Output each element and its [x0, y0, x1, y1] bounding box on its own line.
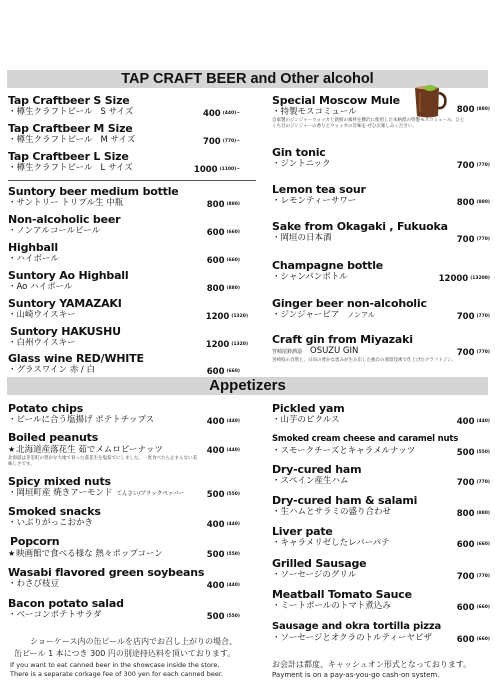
menu-item-dry-cured-ham	[272, 463, 490, 489]
recommended-star-icon: ★	[8, 445, 16, 454]
menu-item-hakushu	[8, 325, 260, 351]
item-price	[206, 311, 248, 323]
item-name-jp-text: ・樽生クラフトビール	[8, 107, 93, 117]
price-value: 400	[206, 446, 225, 456]
item-name-jp: ・生ハムとサラミの盛り合わせ	[272, 507, 392, 517]
menu-item-spicy-nuts	[8, 475, 260, 501]
item-name-jp: ・山芋のピクルス	[272, 415, 340, 425]
recommended-star-icon: ★	[8, 549, 16, 558]
item-name-en: Suntory HAKUSHU	[10, 325, 121, 338]
price-value: 800	[456, 509, 475, 519]
item-name-jp: ・いぶりがっこおかき	[8, 518, 94, 528]
item-name-en: Smoked snacks	[8, 505, 101, 518]
menu-item-champagne	[272, 259, 490, 285]
price-tax-included: (770)	[476, 237, 490, 242]
footer-payment-jp: お会計は都度、キャッシュオン形式となっております。	[272, 660, 472, 669]
menu-item-gin-tonic	[272, 146, 490, 172]
price-value: 700	[202, 137, 221, 147]
menu-item-meatball	[272, 588, 490, 614]
item-name-jp: ・ソーセージとオクラのトルティーヤピザ	[272, 633, 432, 643]
price-value: 500	[206, 550, 225, 560]
item-price	[207, 519, 240, 531]
item-price	[206, 339, 248, 351]
item-name-jp: ・ベーコンポテトサラダ	[8, 610, 102, 620]
item-name-jp-text: ・樽生クラフトビール	[8, 163, 93, 173]
footer-payment-en: Payment is on a pay-as-you-go cash-on system.	[272, 671, 440, 679]
item-price	[457, 571, 490, 583]
size-label: S サイズ	[100, 107, 134, 117]
menu-item-grilled-sausage	[272, 557, 490, 583]
appetizers-left-column	[8, 400, 260, 625]
item-name-en: Wasabi flavored green soybeans	[8, 566, 205, 579]
price-value: 600	[456, 603, 475, 613]
item-name-en: Tap Craftbeer S Size	[8, 94, 130, 107]
menu-item-okagaki-sake	[272, 220, 490, 246]
price-value: 700	[456, 478, 475, 488]
menu-item-tap-l	[8, 150, 260, 176]
gin-brand: OSUZU GIN	[310, 346, 359, 356]
price-tax-included: (440)	[226, 522, 240, 527]
item-price	[207, 549, 240, 561]
menu-item-ham-salami	[272, 494, 490, 520]
item-name-en: Spicy mixed nuts	[8, 475, 111, 488]
price-value: 400	[456, 417, 475, 427]
item-price	[207, 227, 240, 239]
item-name-jp: ・ハイボール	[8, 254, 59, 264]
item-price	[457, 234, 490, 246]
item-name-jp: ・スペイン産生ハム	[272, 476, 349, 486]
item-name-en: Special Moscow Mule	[272, 94, 400, 107]
item-price	[457, 447, 490, 459]
menu-item-non-alcoholic-beer	[8, 213, 260, 239]
price-tax-included: (660)	[476, 637, 490, 642]
price-tax-included: (660)	[476, 542, 490, 547]
item-name-jp-text: 北海道産落花生 茹でメムロピーナッツ	[16, 445, 163, 455]
price-tax-included: (440)	[226, 448, 240, 453]
item-name-jp: ・岡垣の日本酒	[272, 233, 332, 243]
item-name-en: Potato chips	[8, 402, 84, 415]
price-tax-included: (880)	[226, 286, 240, 291]
item-name-en: Grilled Sausage	[272, 557, 367, 570]
item-price	[457, 160, 490, 172]
menu-item-lemon-tea-sour	[272, 183, 490, 209]
menu-item-glass-wine	[8, 352, 260, 378]
item-price	[457, 197, 490, 209]
item-name-en: Gin tonic	[272, 146, 326, 159]
price-value: 1200	[205, 340, 230, 350]
item-name-en: Boiled peanuts	[8, 431, 99, 444]
item-price	[207, 580, 240, 592]
item-description: 自家製のジンジャーウォッカと新鮮の素材を贅沢に使用した本格派の特製モスコミュール。ひとくち目のジンジャーの香りとウォッカの旨味を ぜひお楽しみください。	[272, 118, 465, 129]
price-value: 400	[202, 109, 221, 119]
item-name-jp-text: ・ジンジャービア	[272, 310, 340, 320]
menu-item-yamazaki	[8, 297, 260, 323]
item-name-en: Tap Craftbeer L Size	[8, 150, 129, 163]
item-name-en: Smoked cream cheese and caramel nuts	[272, 434, 459, 444]
menu-item-ao-highball	[8, 269, 260, 295]
price-tax-included: (770)	[476, 314, 490, 319]
footer-corkage-en-1: If you want to eat canned beer in the showcase inside the store,	[10, 661, 220, 669]
menu-item-pickled-yam	[272, 402, 490, 428]
item-name-jp-text: 映画館で食べる様な 熱々ポップコーン	[16, 549, 163, 559]
price-value: 400	[206, 581, 225, 591]
price-tax-included: (660)	[226, 258, 240, 263]
price-tax-included: (550)	[226, 614, 240, 619]
price-tax-included: (1320)	[231, 342, 248, 347]
price-value: 500	[206, 612, 225, 622]
item-name-jp: ・Ao ハイボール	[8, 282, 73, 292]
price-value: 12000	[438, 274, 469, 284]
price-value: 600	[206, 256, 225, 266]
item-price	[207, 489, 240, 501]
item-name-en: Champagne bottle	[272, 259, 384, 272]
price-value: 700	[456, 235, 475, 245]
menu-item-craft-gin	[272, 333, 490, 373]
price-tax-included: (550)	[226, 492, 240, 497]
item-name-en: Dry-cured ham & salami	[272, 494, 418, 507]
menu-item-smoked-snacks	[8, 505, 260, 531]
item-price	[207, 199, 240, 211]
item-name-en: Suntory Ao Highball	[8, 269, 129, 282]
price-tax-included: (550)	[226, 552, 240, 557]
item-price	[203, 108, 240, 120]
price-tax-included: (550)	[476, 450, 490, 455]
price-value: 600	[206, 228, 225, 238]
price-tax-included: (770)	[476, 574, 490, 579]
item-price	[207, 445, 240, 457]
item-name-jp: ・わさび枝豆	[8, 579, 60, 589]
menu-item-ginger-beer	[272, 297, 490, 323]
menu-item-tap-m	[8, 122, 260, 148]
price-value: 400	[206, 520, 225, 530]
item-name-jp: ・サントリー トリプル生 中瓶	[8, 198, 124, 208]
drinks-left-column	[8, 92, 260, 377]
price-value: 700	[456, 348, 475, 358]
item-name-en: Bacon potato salad	[8, 597, 124, 610]
price-tax-included: (770)	[476, 480, 490, 485]
price-tax-included: (440)~	[222, 111, 240, 116]
price-tax-included: (770)	[476, 163, 490, 168]
item-price	[207, 416, 240, 428]
item-name-en: Liver pate	[272, 525, 333, 538]
menu-item-bacon-potato-salad	[8, 597, 260, 623]
price-tax-included: (880)	[476, 200, 490, 205]
item-description: 宮崎県の自然と、日向の豊かな恵みが生み出した独自の蒸留技術で仕上げたクラフトジン。	[272, 358, 457, 363]
price-value: 800	[206, 284, 225, 294]
item-name-jp: ・グラスワイン 赤 / 白	[8, 365, 95, 375]
appetizers-right-column	[272, 400, 490, 650]
item-price	[207, 611, 240, 623]
item-price	[457, 477, 490, 489]
price-value: 700	[456, 312, 475, 322]
menu-item-highball	[8, 241, 260, 267]
menu-item-moscow-mule	[272, 94, 490, 134]
item-price	[457, 634, 490, 646]
item-name-en: Dry-cured ham	[272, 463, 362, 476]
section-header-appetizers: Appetizers	[7, 377, 488, 395]
item-price	[194, 164, 240, 176]
drinks-right-column	[272, 92, 490, 377]
menu-item-wasabi-soybeans	[8, 566, 260, 592]
item-name-jp: ・ビールに合う塩揚げ ポテトチップス	[8, 415, 155, 425]
item-name-en: Suntory beer medium bottle	[8, 185, 179, 198]
item-name-en: Tap Craftbeer M Size	[8, 122, 133, 135]
section-header-tap-craft-beer: TAP CRAFT BEER and Other alcohol	[7, 70, 488, 88]
price-value: 800	[456, 198, 475, 208]
footer-corkage-en-2: There is a separate corkage fee of 300 yen for each canned beer.	[10, 670, 223, 678]
item-price	[457, 311, 490, 323]
price-tax-included: (440)	[226, 419, 240, 424]
price-value: 1000	[193, 165, 218, 175]
distillery-label: 宮崎尾鈴酒造	[272, 349, 303, 355]
item-name-en: Sake from Okagaki , Fukuoka	[272, 220, 448, 233]
item-name-jp-text: ・岡垣町産 焼きアーモンド	[8, 488, 113, 498]
menu-item-boiled-peanuts	[8, 431, 260, 471]
item-name-jp: ・ジントニック	[272, 159, 331, 169]
price-tax-included: (660)	[226, 369, 240, 374]
item-name-jp: ・特製モスコミュール	[272, 107, 357, 117]
item-price	[457, 602, 490, 614]
item-name-jp: ・スモークチーズとキャラメルナッツ	[272, 446, 416, 456]
item-price	[207, 283, 240, 295]
price-value: 800	[456, 105, 475, 115]
item-name-en: Pickled yam	[272, 402, 345, 415]
menu-item-potato-chips	[8, 402, 260, 428]
price-tax-included: (880)	[476, 107, 490, 112]
item-name-en: Sausage and okra tortilla pizza	[272, 621, 442, 632]
price-value: 400	[206, 417, 225, 427]
item-name-en: Highball	[8, 241, 58, 254]
menu-item-liver-pate	[272, 525, 490, 551]
price-tax-included: (770)	[476, 350, 490, 355]
price-value: 600	[206, 367, 225, 377]
item-price	[457, 416, 490, 428]
menu-item-popcorn	[8, 535, 260, 561]
price-value: 600	[456, 635, 475, 645]
item-name-en: Popcorn	[10, 535, 60, 548]
item-name-en: Ginger beer non-alcoholic	[272, 297, 427, 310]
price-tax-included: (1320)	[231, 314, 248, 319]
item-name-en: Craft gin from Miyazaki	[272, 333, 413, 346]
item-price	[457, 539, 490, 551]
item-name-en: Lemon tea sour	[272, 183, 366, 196]
price-tax-included: (13200)	[470, 276, 490, 281]
item-price	[207, 255, 240, 267]
item-name-en: Meatball Tomato Sauce	[272, 588, 412, 601]
non-alcoholic-label: ノンアル	[347, 311, 375, 319]
size-label: L サイズ	[100, 163, 133, 173]
menu-item-smoked-cheese-nuts	[272, 433, 490, 459]
item-price	[439, 273, 490, 285]
item-name-jp: ・レモンティーサワー	[272, 196, 357, 206]
footer-corkage-jp-2: 缶ビール 1 本につき 300 円の別途持込料を頂いております。	[14, 649, 236, 658]
divider	[8, 180, 256, 181]
price-value: 500	[206, 490, 225, 500]
price-value: 700	[456, 161, 475, 171]
item-name-jp: ・シャンパンボトル	[272, 272, 348, 282]
item-name-jp: ・白州ウイスキー	[8, 338, 76, 348]
item-name-jp: ・キャラメリゼしたレバーパテ	[272, 538, 390, 548]
menu-item-tortilla-pizza	[272, 620, 490, 646]
item-name-jp: ・ミートボールのトマト煮込み	[272, 601, 391, 611]
item-price	[457, 347, 490, 359]
item-price	[457, 508, 490, 520]
price-tax-included: (880)	[226, 202, 240, 207]
item-name-jp-text: ・樽生クラフトビール	[8, 135, 93, 145]
flavor-options: てんさい/ブラックペッパー	[116, 491, 185, 497]
price-value: 700	[456, 572, 475, 582]
price-value: 500	[456, 448, 475, 458]
menu-item-suntory-bottle	[8, 185, 260, 211]
price-tax-included: (440)	[476, 419, 490, 424]
size-label: M サイズ	[100, 135, 136, 145]
price-tax-included: (440)	[226, 583, 240, 588]
price-tax-included: (770)~	[222, 139, 240, 144]
menu-item-tap-s	[8, 94, 260, 120]
item-description: 北海道は芽室町の豊かな大地で育った落花生を塩茹でにしました。一度食べたら止まらない美味しさです。	[8, 456, 197, 467]
item-name-jp: ・山崎ウイスキー	[8, 310, 76, 320]
price-tax-included: (880)	[476, 511, 490, 516]
item-price	[457, 104, 490, 116]
price-value: 800	[206, 200, 225, 210]
footer-corkage-jp-1: ショーケース内の缶ビールを店内でお召し上がりの場合、	[30, 637, 237, 646]
price-tax-included: (660)	[226, 230, 240, 235]
item-name-en: Non-alcoholic beer	[8, 213, 121, 226]
item-price	[203, 136, 240, 148]
item-name-en: Glass wine RED/WHITE	[8, 352, 144, 365]
item-name-en: Suntory YAMAZAKI	[8, 297, 122, 310]
price-tax-included: (660)	[476, 605, 490, 610]
price-tax-included: (1100)~	[219, 167, 240, 172]
price-value: 600	[456, 540, 475, 550]
price-value: 1200	[205, 312, 230, 322]
item-name-jp: ・ノンアルコールビール	[8, 226, 101, 236]
item-name-jp: ・ソーセージのグリル	[272, 570, 357, 580]
